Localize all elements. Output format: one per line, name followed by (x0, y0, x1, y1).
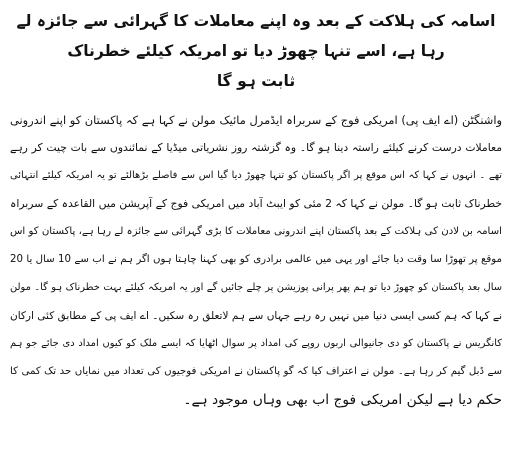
body-line-8: نے کہا کہ ہم کسی ایسی دنیا میں نہیں رہ رہے جہاں سے ہم لاتعلق رہ سکیں۔ اے ایف پی کے مطابق کئی ارکان (10, 310, 502, 322)
body-line-3: تھے ۔ انہوں نے کہا کہ اس موقع پر اگر پاکستان کو تنہا چھوڑ دیا گیا اس سے فاصلے بڑھالئے تو یہ امریکہ کیلئے انتہائی (10, 170, 502, 181)
body-line-11: حکم دیا ہے لیکن امریکی فوج اب بھی وہاں موجود ہے۔ (183, 392, 502, 408)
article-body (10, 106, 502, 414)
headline-line-1: اسامہ کی ہلاکت کے بعد وہ اپنے معاملات کا گہرائی سے جائزہ لے رہا ہے، اسے تنہا چھوڑ دیا تو امریکہ کیلئے خطرناک (16, 12, 496, 60)
body-line-6: موقع پر تھوڑا سا وقت دیا جائے اور یہی میں عالمی برادری کو بھی کہنا چاہتا ہوں اگر ہم نے اب سے 10 سال یا 20 (10, 254, 502, 265)
body-line-4: خطرناک ثابت ہو گا۔ مولن نے کہا کہ 2 مئی کو ایبٹ آباد میں امریکی فوج کے آپریشن میں القاعدہ کے سربراہ (10, 197, 502, 210)
headline-line-2: ثابت ہو گا (216, 72, 296, 90)
body-line-10: سے ڈبل گیم کر رہا ہے۔ مولن نے اعتراف کیا کہ گو پاکستان نے امریکی فوجیوں کی تعداد میں نمایاں حد تک کمی کا (10, 366, 502, 377)
body-line-1: واشنگٹن (اے ایف پی) امریکی فوج کے سربراہ ایڈمرل مائیک مولن نے کہا ہے کہ پاکستان کو اپنے اندرونی (10, 113, 502, 127)
body-line-5: اسامہ بن لادن کی ہلاکت کے بعد پاکستان اپنے اندرونی معاملات کا بڑی گہرائی سے جائزہ لے رہا ہے، پاکستان کو اس (10, 226, 502, 237)
headline (10, 6, 502, 96)
body-line-2: معاملات درست کرنے کیلئے راستہ دینا ہو گا۔ وہ گزشتہ روز نشریاتی میڈیا کے نمائندوں سے بات چیت کر رہے (10, 141, 502, 154)
body-line-7: سال بعد پاکستان کو چھوڑ دیا تو ہم پھر پرانی پوزیشن پر چلے جائیں گے اور یہ امریکہ کیلئے بہت خطرناک ہو گا۔ مولن (10, 282, 502, 293)
body-line-9: کانگریس نے پاکستان کو دی جانیوالی اربوں روپے کی امداد پر سوال اٹھایا کہ ایسے ملک کو کیوں امداد دی جائے جو ہم (10, 338, 502, 349)
